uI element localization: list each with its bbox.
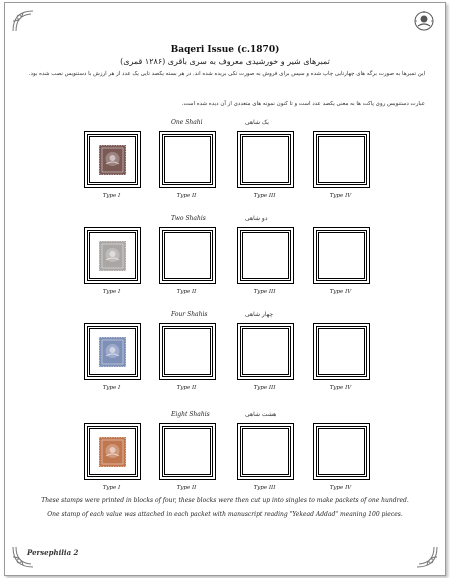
type-label: Type IV — [329, 289, 352, 295]
type-label: Type IV — [329, 485, 352, 491]
stamp-slot — [313, 323, 370, 380]
type-label: Type IV — [329, 385, 352, 391]
type-label: Type I — [102, 485, 121, 491]
stamp-slot — [313, 131, 370, 188]
stamp-slot — [237, 131, 294, 188]
stamp-slot — [159, 131, 216, 188]
stamp-slot — [159, 423, 216, 480]
type-label: Type I — [102, 289, 121, 295]
stamp-slot — [237, 227, 294, 284]
lion-stamp-icon — [99, 337, 126, 367]
type-label: Type II — [176, 385, 197, 391]
intro-text-line-1: این تمبرها به صورت برگه های چهارتایی چاپ شده و سپس برای فروش به صورت تکی بریده شده اند. در هر بسته یکصد تایی یک عدد از هر ارزش با دستنویس نصب شده بود. — [28, 71, 425, 77]
row-label: Four Shahis — [171, 311, 208, 318]
type-label: Type II — [176, 485, 197, 491]
album-page — [4, 2, 446, 576]
type-label: Type III — [253, 193, 276, 199]
page-title: Baqeri Issue (c.1870) — [170, 45, 280, 55]
type-label: Type I — [102, 193, 121, 199]
stamp-slot — [313, 423, 370, 480]
lion-stamp-icon — [99, 437, 126, 467]
footnote-line-1: These stamps were printed in blocks of four, these blocks were then cut up into singles to make packets of one hundred. — [41, 497, 409, 504]
footnote-line-2: One stamp of each value was attached in each packet with manuscript reading "Yekead Addad" meaning 100 pieces. — [47, 511, 403, 518]
lion-and-sun-emblem-icon — [409, 9, 439, 33]
corner-ornament-top-left-icon — [11, 9, 41, 33]
row-label-persian: دو شاهی — [245, 215, 268, 222]
type-label: Type IV — [329, 193, 352, 199]
stamp-slot — [159, 227, 216, 284]
row-label: Two Shahis — [171, 215, 206, 222]
stamp-slot — [84, 423, 141, 480]
row-label: Eight Shahis — [171, 411, 210, 418]
type-label: Type III — [253, 385, 276, 391]
type-label: Type I — [102, 385, 121, 391]
page-subtitle-persian: تمبرهای شیر و خورشیدی معروف به سری باقری (۱۲۸۶ قمری) — [120, 57, 330, 66]
stamp-slot — [159, 323, 216, 380]
stamp-slot — [237, 323, 294, 380]
stamp-slot — [84, 323, 141, 380]
type-label: Type III — [253, 485, 276, 491]
row-label-persian: یک شاهی — [245, 119, 269, 126]
page-footer-label: Persephilia 2 — [27, 548, 79, 557]
row-label: One Shahi — [171, 119, 203, 126]
stamp-slot — [84, 131, 141, 188]
type-label: Type II — [176, 193, 197, 199]
stamp-slot — [84, 227, 141, 284]
stamp-slot — [237, 423, 294, 480]
intro-text-line-2: عبارت دستنویس روی پاکت ها به معنی یکصد عدد است و تا کنون نمونه های متعددی از آن دیده شده است. — [181, 101, 425, 107]
stamp-slot — [313, 227, 370, 284]
row-label-persian: هشت شاهی — [245, 411, 277, 418]
type-label: Type III — [253, 289, 276, 295]
lion-stamp-icon — [99, 241, 126, 271]
row-label-persian: چهار شاهی — [245, 311, 274, 318]
type-label: Type II — [176, 289, 197, 295]
lion-stamp-icon — [99, 145, 126, 175]
corner-ornament-bottom-right-icon — [409, 545, 439, 569]
